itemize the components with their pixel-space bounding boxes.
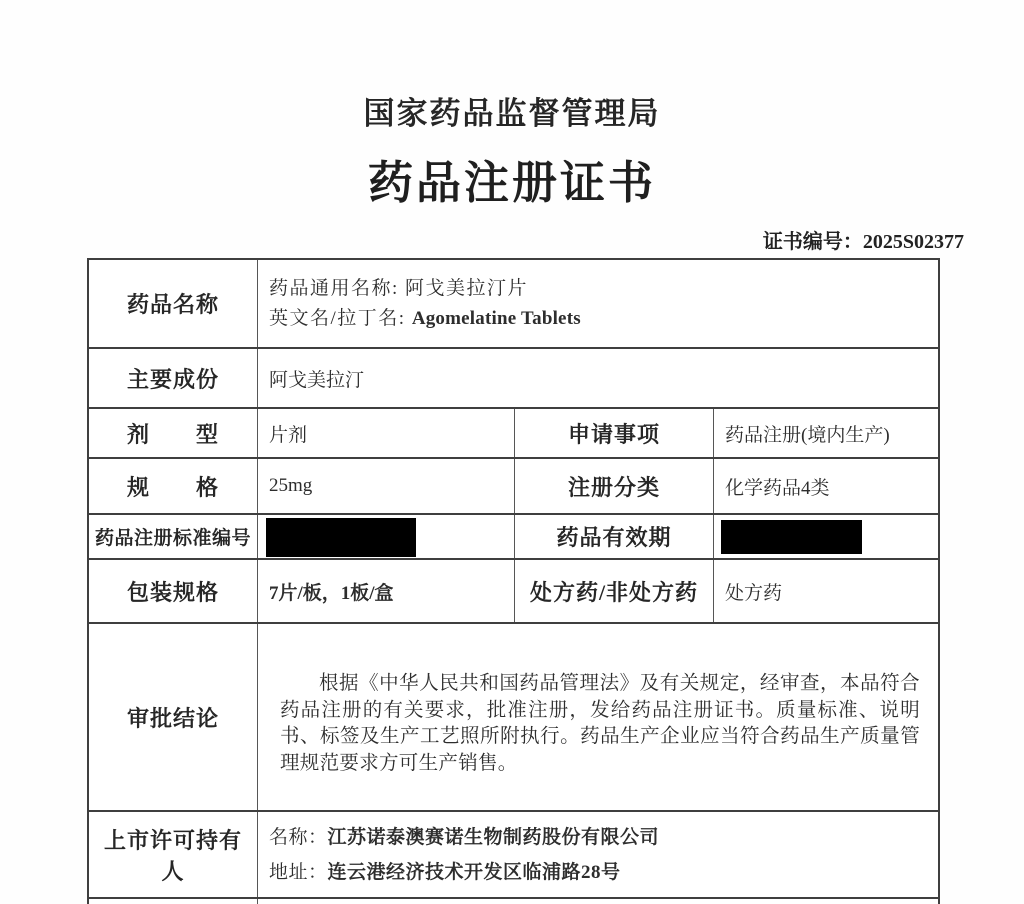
certificate-table — [87, 258, 940, 904]
table-row-dosage-application — [89, 409, 938, 459]
holder-address-line — [269, 855, 621, 890]
generic-name-label: 药品通用名称: — [269, 277, 399, 299]
generic-name-value: 阿戈美拉汀片 — [405, 277, 529, 299]
latin-name-value: Agomelatine Tablets — [411, 307, 581, 329]
drug-name-label: 药品名称 — [89, 260, 258, 347]
holder-name-line — [269, 820, 659, 855]
package-spec-label: 包装规格 — [89, 560, 258, 622]
holder-name-value: 江苏诺泰澳赛诺生物制药股份有限公司 — [327, 826, 660, 848]
certificate-number-label: 证书编号： — [762, 231, 863, 253]
registration-class-label: 注册分类 — [515, 459, 714, 513]
rx-otc-label: 处方药/非处方药 — [515, 560, 714, 622]
latin-name-line — [269, 304, 581, 334]
approval-conclusion-value — [258, 624, 938, 810]
validity-period-value — [714, 515, 938, 558]
validity-period-label: 药品有效期 — [515, 515, 714, 558]
table-row-drug-name — [89, 260, 938, 349]
approval-conclusion-label: 审批结论 — [89, 624, 258, 810]
dosage-form-label: 剂 型 — [89, 409, 258, 457]
holder-address-value: 连云港经济技术开发区临浦路28号 — [327, 861, 621, 883]
table-row-main-ingredient — [89, 349, 938, 409]
table-row-partial — [89, 899, 938, 904]
application-item-value: 药品注册(境内生产) — [725, 424, 890, 446]
redaction-box — [266, 518, 416, 557]
main-ingredient-label: 主要成份 — [89, 349, 258, 407]
drug-name-value — [258, 260, 938, 347]
redaction-box — [721, 520, 862, 554]
generic-name-line — [269, 274, 528, 304]
holder-address-label: 地址： — [269, 861, 328, 883]
certificate-number — [763, 225, 964, 254]
rx-otc-value: 处方药 — [725, 582, 783, 604]
latin-name-label: 英文名/拉丁名: — [269, 307, 406, 329]
table-row-approval-conclusion — [89, 624, 938, 812]
table-row-strength-class — [89, 459, 938, 515]
table-row-holder — [89, 812, 938, 899]
holder-name-label: 名称： — [269, 826, 328, 848]
application-item-label: 申请事项 — [515, 409, 714, 457]
strength-label: 规 格 — [89, 459, 258, 513]
certificate-number-value: 2025S02377 — [862, 231, 964, 253]
standard-number-label: 药品注册标准编号 — [89, 515, 258, 558]
table-row-standard-validity — [89, 515, 938, 560]
package-spec-value: 7片/板，1板/盒 — [258, 560, 515, 622]
registration-class-value: 化学药品4类 — [725, 477, 830, 499]
holder-value — [258, 812, 938, 897]
approval-conclusion-text: 根据《中华人民共和国药品管理法》及有关规定，经审查，本品符合药品注册的有关要求，批准注册，发给药品注册证书。质量标准、说明书、标签及生产工艺照所附执行。药品生产企业应当符合药品生产质量管理规范要求方可生产销售。 — [280, 673, 920, 774]
partial-row-label-cell — [89, 899, 258, 904]
authority-title: 国家药品监督管理局 — [363, 96, 661, 131]
holder-label: 上市许可持有人 — [89, 812, 258, 897]
table-row-package-rx — [89, 560, 938, 624]
partial-row-value-cell — [258, 899, 938, 904]
document-title: 药品注册证书 — [367, 158, 656, 208]
strength-value: 25mg — [258, 459, 515, 513]
standard-number-value — [258, 515, 515, 558]
main-ingredient-value: 阿戈美拉汀 — [269, 369, 365, 391]
dosage-form-value: 片剂 — [258, 409, 515, 457]
